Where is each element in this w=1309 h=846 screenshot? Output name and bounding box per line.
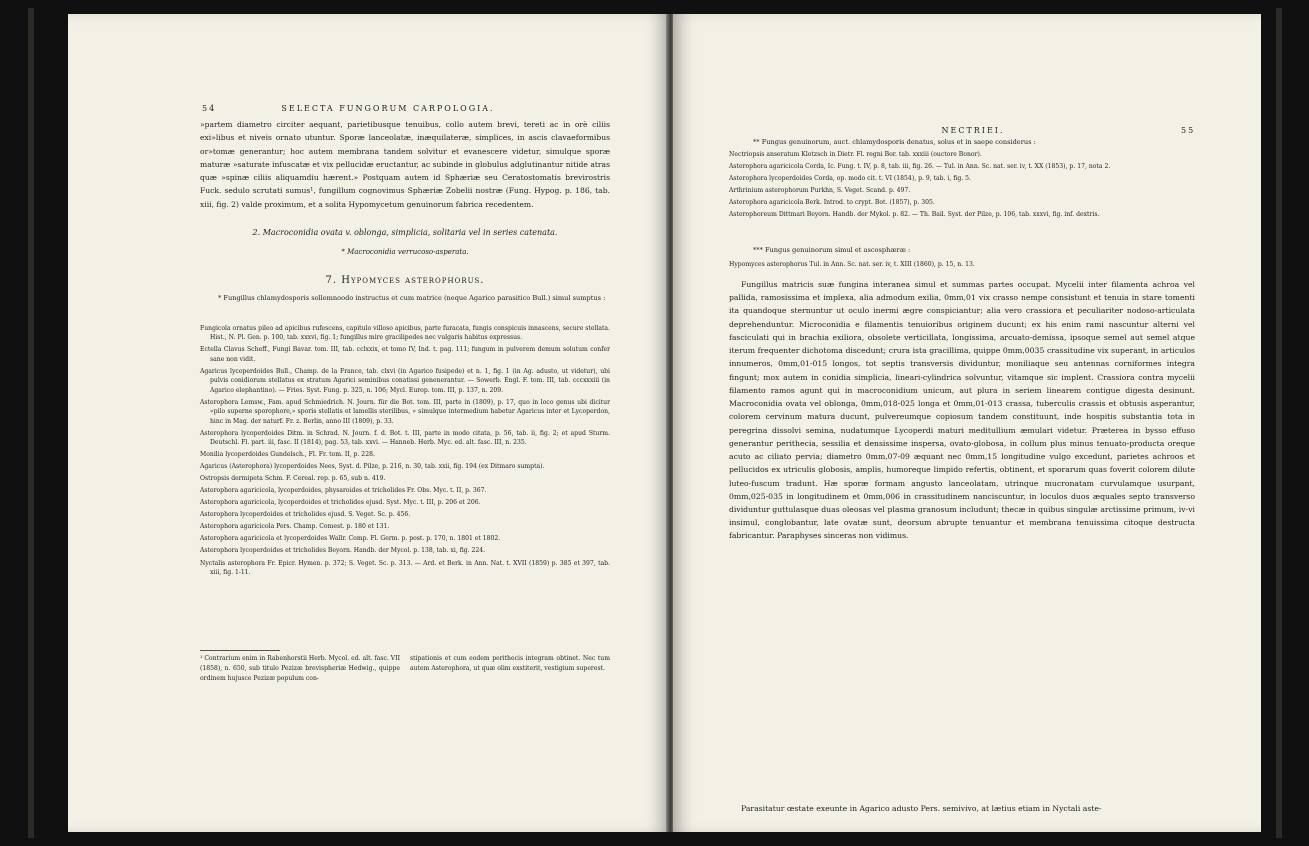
closing-paragraph: Parasitatur œstate exeunte in Agarico adusto Pers. semivivo, at lætius etiam in Nyctali aste- [741,804,1102,813]
section-7-title: 7. Hypomyces asterophorus. [325,275,485,286]
head-note-2: *** Fungus genuinorum simul et ascosphæræ : [753,246,911,254]
right-page [673,14,1261,832]
reference-entry: Fungicola ornatus pileo ad apicibus rufescens, capitulo villoso apicibus, parte furacata, fungis conspicuis innascens, secure stellata. Hist., N. Pl. Gen. p. 100, tab. xxxvi, fig. 1; fungillus mire gracilipedes nec vulgaris habitus expressus. [200,325,610,342]
head-note-1: ** Fungus genuinorum, auct. chlamydosporis denatus, solus et in saepe considerus : [753,138,1036,146]
reference-entry: Nyctalis asterophora Fr. Epicr. Hymen. p. 372; S. Veget. Sc. p. 313. — Ard. et Berk. in Ann. Nat. t. XVII (1859) p. 385 et 397, tab. xiii, fig. 1-11. [200,559,610,576]
page-number-left: 54 [202,104,217,113]
reference-entry: Asterophora lycoperdoides Ditm. in Schrad. N. Journ. f. d. Bot. t. III, parte in modo citata, p. 56, tab. ii, fig. 2; et apud Sturm. Deutschl. Fl. part. iii, fasc. II (1814), pag. 53, tab. xxvi. — Hanneb. Herb. Myc. ed. alt. fasc. III, n. 235. [200,429,610,447]
section-2-title: 2. Macroconidia ovata v. oblonga, simplicia, solitaria vel in series catenata. [252,228,558,237]
reference-entry: Agaricus lycoperdoides Bull., Champ. de la France, tab. clxvi (in Agarico fusipede) et n. 1, fig. 1 (in Ag. adusto, ut videtur), ubi pulvis conidiorum stellatus ex stratum Agarici seminibus conatissi genenerantur. — Sowerb. Engl. F. tom. III, tab. cccxxxiii (in Agarico elephantino). — Fries. Syst. Fung. p. 325, n. 106; Mycl. Europ. tom. III, p. 137, n. 209. [200,367,610,394]
intro-paragraph: »partem diametro circiter aequant, parietibusque tenuibus, collo autem brevi, tereti ac in orè ciliis exi»libus et niveis ornato utuntur. Sporæ lanceolatæ, inæquilateræ, simplices, in ascis clavaeformibus or»tomæ generantur; hoc autem membrana tandem solvitur et evanescere videtur, simulque sporæ maturæ »saturate infuscatæ et vix pellucidæ eructantur, ac subinde in globulus adglutinantur nitide atras quæ »spinæ ciliis aliquamdiu hærent.» Postquam autem id Sphæriæ seu Ceratostomatis brevirostris Fuck. sedulo scrutati sumus¹, fungillum cognovimus Sphæriæ Zobelii nostræ (Fung. Hypog. p. 186, tab. xiii, fig. 2) valde proximum, et a solita Hypomycetum genuinorum fabrica recedentem. [200,120,610,209]
reference-entry: Asterophoreum Dittmari Beyorn. Handb. der Mykol. p. 82. — Th. Bail. Syst. der Pilze, p. 106, tab. xxxvi, fig. inf. dextris. [729,211,1100,219]
reference-entry: Asterophora lycoperdoides et tricholides Beyorn. Handb. der Mycol. p. 138, tab. xi, fig. 224. [200,547,486,555]
left-book-edge [28,8,34,838]
reference-entry: Arthrinium asterophorum Purkhn, S. Veget. Scand. p. 497. [729,187,911,195]
reference-entry: Asterophora agaricicola Corda, Ic. Fung. t. IV, p. 8, tab. iii, fig. 26. — Tul. in Ann. Sc. nat. ser. iv, t. XX (1853), p. 17, nota 2. [729,163,1111,171]
reference-entry: Nectriopsis anseratum Klotzsch in Dietr. Fl. regni Bor. tab. xxxiii (ouctore Bonor). [729,151,982,158]
reference-entry: Monilia lycoperdoides Gundelsch., Fl. Fr. tom. II, p. 228. [200,451,375,459]
reference-entry: Ostropsis dermipeta Schm. F. Cereal. rep. p. 65, sub n. 419. [200,475,386,483]
running-head-right: NECTRIEI. [941,126,1005,135]
reference-entry: Asterophora Lemsw., Fam. apud Schmiedrich. N. Journ. für die Bot. tom. III, parte in (1809), p. 17, quo in loco genus ubi dicitur «pilo superne sporophore,» sporis stellatis et lamellis sterilibus, » simulque intermedium habetur Agaricus inter et Lycoperdon, hinc in Mag. der naturf. Fr. z. Berlin, anno III (1809), p. 33. [200,398,610,425]
section-7-note: * Fungillus chlamydosporis sollemnoodo instructus et cum matrice (neque Agarico parasitico Bull.) simul sumptus : [218,294,606,302]
reference-entry: Asterophora agaricicola, lycoperdoides, physaroides et tricholides Fr. Obs. Myc. t. II, p. 367. [200,487,487,495]
right-book-edge [1276,8,1282,838]
reference-entry: Asterophora lycoperdoides et tricholides ejusd. S. Veget. Sc. p. 456. [200,511,411,519]
reference-list-left [200,324,610,580]
reference-entry: Asterophora agaricicola et lycoperdoides Wallr. Comp. Fl. Germ. p. post. p. 170, n. 1801 et 1802. [200,535,501,543]
reference-entry: Asterophora agaricicola Pers. Champ. Comest. p. 180 et 131. [200,523,390,531]
reference-entry: Ectella Clavus Scheff., Fungi Bavar. tom. III, tab. cclxxix, et tomo IV, Ind. t. pag. 111; fungum in pulverem demum solutum confer sane non vidit. [200,346,610,363]
footnote-column-2: stipationis et cum eodem perithecis integram obtinet. Nec tum autem Asterophora, ut quæ olim exstiterit, vestigium superest. [410,655,610,672]
reference-entry: Agaricus (Asterophora) lycoperdoides Nees, Syst. d. Pilze, p. 216, n. 30, tab. xxii, fig. 194 (ex Ditmaro sumpta). [200,463,545,471]
reference-list-right [729,150,1195,222]
reference-entry: Asterophora agaricicola, lycoperdoides et tricholides ejusd. Syst. Myc. t. III, p. 206 et 206. [200,499,481,507]
footnote-column-1: ¹ Contrarium enim in Rabenhorstii Herb. Mycol. ed. alt. fasc. VII (1858), n. 650, sub titulo Pezizæ brevispheriæ Hedwig., quippe ordinem hujusce Pezizæ populum con- [200,655,400,682]
reference-entry: Asterophora agaricicola Berk. Introd. to crypt. Bot. (1857), p. 305. [729,199,935,207]
reference-entry: Hypomyces asterophorus Tul. in Ann. Sc. nat. ser. iv, t. XIII (1860), p. 15, n. 13. [729,261,975,268]
left-page [68,14,668,832]
reference-list-right-2 [729,260,1195,272]
page-number-right: 55 [1181,126,1196,135]
running-head-left: SELECTA FUNGORUM CARPOLOGIA. [281,104,495,113]
section-2-subtitle: * Macroconidia verrucoso-asperata. [341,248,469,256]
main-description: Fungillus matricis suæ fungina interanea simul et summas partes occupat. Mycelii inter filamenta achroa vel pallida, ramosissima et implexa, alia admodum exilia, 0mm,01 vix crasso nempe consistunt et tenuia in stare tomenti ita quandoque sternuntur ut oculo inermi ægre conspiciantur; alia vero crassiora et peculiariter nodoso-articulata deprehenduntur. Microconidia e filamentis tenuioribus originem ducunt; ex his enim rami nascuntur alterni vel fasciculati qui in brachia exiliora, obsolete verticillata, longissima, arcuato-demissa, ipsoque semel aut semel atque iterum frequenter dichotoma discedunt; crura ista gracillima, quippe 0mm,0035 crassitudine vix superant, in articulos innumeros, 0mm,01-015 longos, tot septis transversis dividuntur, moniliaque seu antennas corniformes integra fingunt; mox autem in conidia simplicia, lineari-cylindrica solvuntur, vitamque sic implent. Crassiora contra mycelii filamento ramos agunt qui in macroconidium unicum, aut plura in seriem linearem contigue digesta desinunt. Macroconidia ovata vel oblonga, 0mm,018-025 longa et 0mm,01-013 crassa, tuberculis crassis et obtusis asperantur, colorem cervinum matura ducunt, pulvereumque copiosum tandem constituunt, inde hospitis substantia tota in peregrina dissolvi semina, nudatumque Lycoperdi maturi meditullium æmulari videtur. Præterea in bysso effuso generantur perithecia, sessilia et densissime inspersa, ovato-globosa, in collum plus minus tenuato-producta oreque acuto ac ciliato pervia; diametro 0mm,07-09 æquant nec 0mm,15 longitudine vulgo excedunt, parietes achroos et pellucidos ex utriculis globosis, amplis, humoreque limpido refertis, obtinent, et sporarum quas foverit colorem dilute luteo-fuscum tradunt. Hæ sporæ formam angusto lanceolatam, utrinque mucronatam curvulamque usurpant, 0mm,025-035 in longitudinem et 0mm,006 in crassitudinem nanciscuntur, in loculos duos æquales septo transverso dividuntur guttulasque duas oleosas vel plasma granosum includunt; thecæ in quibus singulæ arctissime primum, iv-vi insimul, conglobantur, late ovatæ sunt, deorsum abrupte tenuantur et membrana tenuissima citoque destructa fabricantur. Paraphyses sinceras non vidimus. [729,280,1195,541]
reference-entry: Asterophora lycoperdoides Corda, op. modo cit. t. VI (1854), p. 9, tab. i, fig. 5. [729,175,971,183]
footnote-rule [200,650,280,651]
